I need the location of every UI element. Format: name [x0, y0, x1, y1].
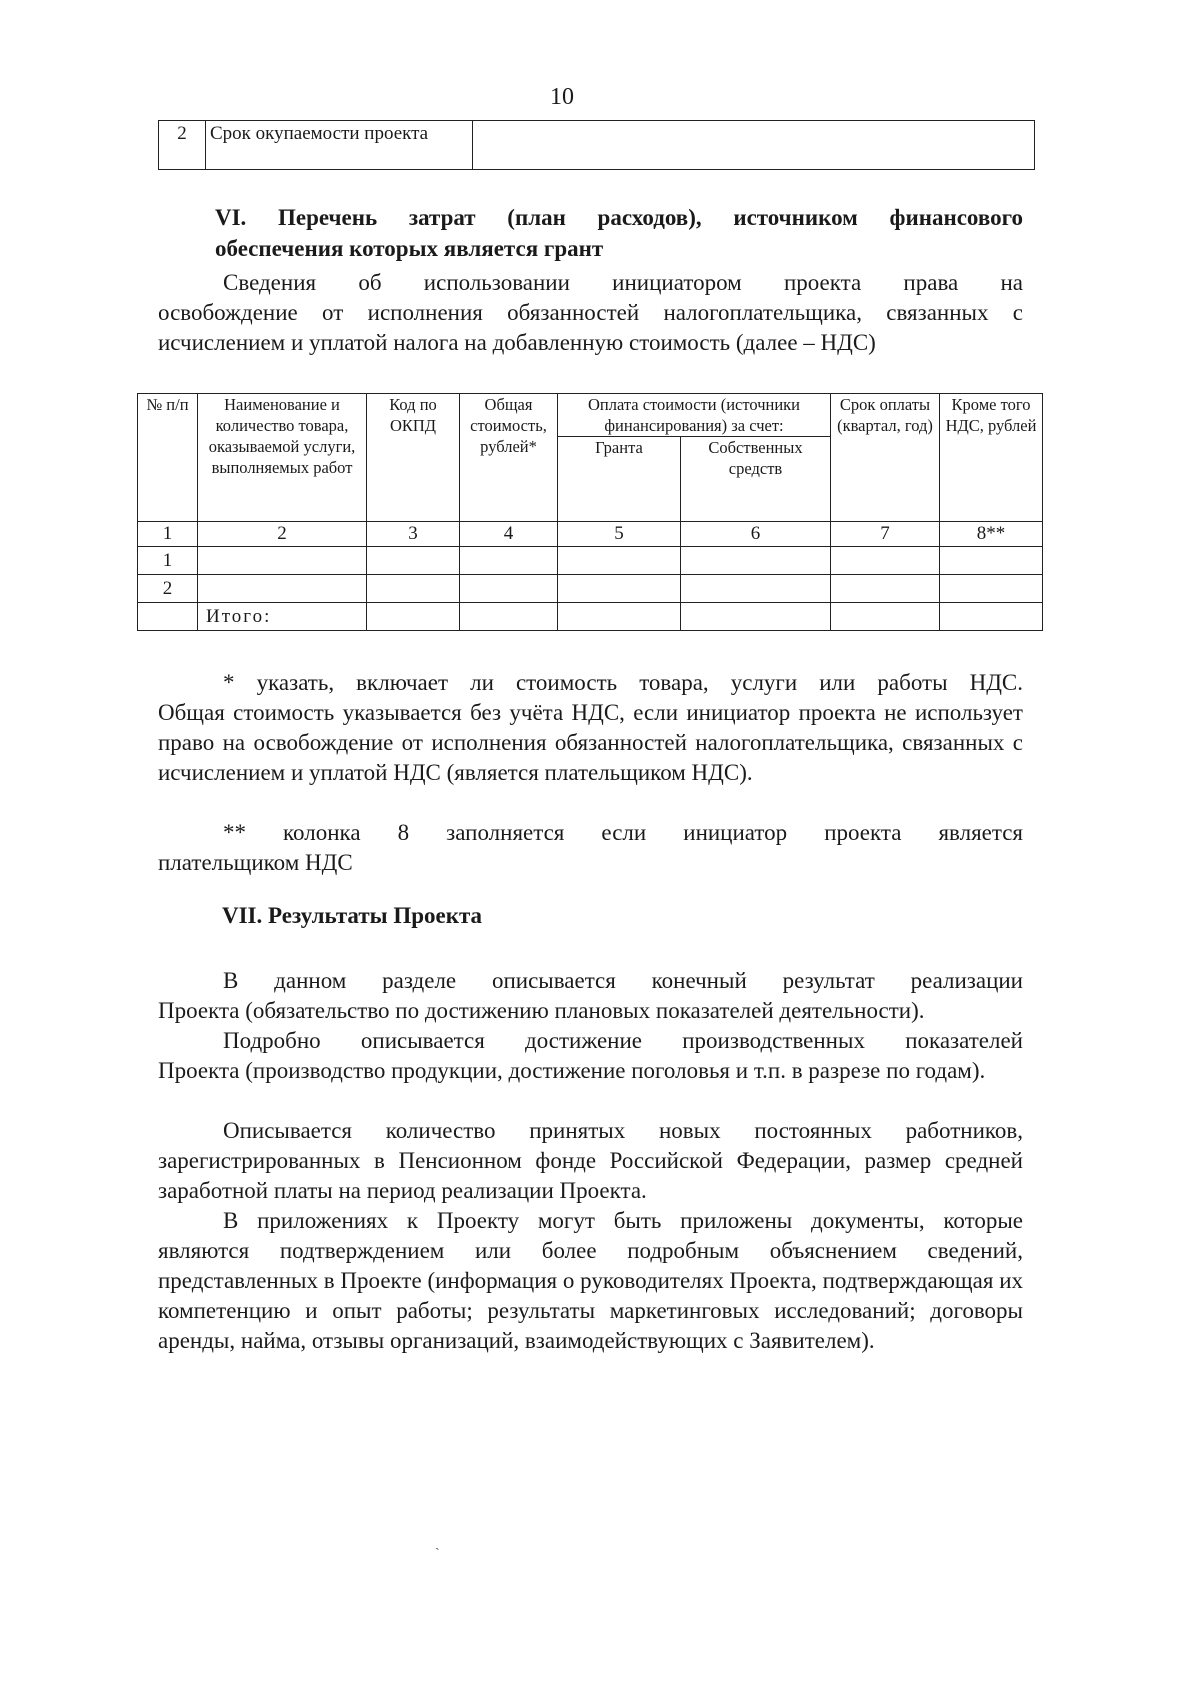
section6-intro-first-line: Сведения об использовании инициатором проекта права на	[223, 270, 1023, 295]
table-cell	[831, 603, 940, 631]
section7-p2-text: Проекта (производство продукции, достижение поголовья и т.п. в разрезе по годам).	[158, 1058, 986, 1083]
payback-table	[158, 120, 1035, 170]
table-row	[138, 575, 1043, 603]
column-number: 2	[198, 522, 367, 547]
section7-p3-text: зарегистрированных в Пенсионном фонде Российской Федерации, размер средней заработной платы на период реализации Проекта.	[158, 1148, 1023, 1203]
table-cell	[367, 575, 460, 603]
footnote-2-first-line: ** колонка 8 заполняется если инициатор проекта является	[223, 820, 1023, 845]
column-number: 8**	[940, 522, 1043, 547]
row-label: Срок окупаемости проекта	[206, 121, 473, 170]
table-cell	[681, 547, 831, 575]
table-row	[159, 121, 1035, 170]
table-cell	[460, 547, 558, 575]
section7-p2-first-line: Подробно описывается достижение производственных показателей	[223, 1028, 1023, 1053]
row-number: 2	[138, 575, 198, 603]
col-grant-header: Гранта	[558, 437, 681, 522]
footnote-1-first-line: * указать, включает ли стоимость товара, услуги или работы НДС.	[223, 670, 1023, 695]
column-number: 3	[367, 522, 460, 547]
section6-heading	[215, 202, 1023, 264]
table-cell	[558, 603, 681, 631]
table-cell	[681, 603, 831, 631]
header-row	[138, 394, 1043, 437]
cost-table	[137, 393, 1043, 631]
table-cell	[681, 575, 831, 603]
footnote-1-text: Общая стоимость указывается без учёта НДС, если инициатор проекта не использует право на освобождение от исполнения обязанностей налогоплательщика, связанных с исчислением и уплатой НДС (является плательщиком НДС).	[158, 700, 1023, 785]
table-cell	[138, 603, 198, 631]
section7-p4-text: являются подтверждением или более подробным объяснением сведений, представленных в Проекте (информация о руководителях Проекта, подтверждающая их компетенцию и опыт работы; результаты маркетинговых исследований; договоры аренды, найма, отзывы организаций, взаимодействующих с Заявителем).	[158, 1238, 1023, 1353]
table-cell	[940, 547, 1043, 575]
section6-heading-line2: обеспечения которых является грант	[215, 236, 604, 261]
footnote-2-second-line: плательщиком НДС	[158, 850, 353, 875]
column-number: 4	[460, 522, 558, 547]
table-row	[138, 547, 1043, 575]
table-cell	[367, 603, 460, 631]
section7-p1-text: Проекта (обязательство по достижению плановых показателей деятельности).	[158, 998, 925, 1023]
table-cell	[940, 575, 1043, 603]
table-cell	[198, 575, 367, 603]
col-code-header: Код по ОКПД	[367, 394, 460, 522]
table-cell	[460, 575, 558, 603]
table-cell	[198, 547, 367, 575]
table-cell	[831, 575, 940, 603]
section6-intro-text: освобождение от исполнения обязанностей налогоплательщика, связанных с исчислением и уплатой налога на добавленную стоимость (далее – НДС)	[158, 300, 1023, 355]
section7-heading: VII. Результаты Проекта	[222, 903, 483, 928]
col-payment-header: Оплата стоимости (источники финансирования) за счет:	[558, 394, 831, 437]
col-num-header: № п/п	[138, 394, 198, 522]
section7-p3-first-line: Описывается количество принятых новых постоянных работников,	[223, 1118, 1023, 1143]
table-cell	[460, 603, 558, 631]
scan-mark: ˎ	[435, 1536, 440, 1551]
column-numbers-row	[138, 522, 1043, 547]
row-number: 2	[159, 121, 206, 170]
total-row	[138, 603, 1043, 631]
column-number: 5	[558, 522, 681, 547]
col-total-header: Общая стоимость, рублей*	[460, 394, 558, 522]
table-cell	[831, 547, 940, 575]
col-name-header: Наименование и количество товара, оказываемой услуги, выполняемых работ	[198, 394, 367, 522]
total-label: Итого:	[198, 603, 367, 631]
table-cell	[558, 547, 681, 575]
column-number: 6	[681, 522, 831, 547]
row-number: 1	[138, 547, 198, 575]
table-cell	[367, 547, 460, 575]
column-number: 7	[831, 522, 940, 547]
row-value	[473, 121, 1035, 170]
column-number: 1	[138, 522, 198, 547]
col-own-header: Собственных средств	[681, 437, 831, 522]
table-cell	[558, 575, 681, 603]
section7-p4-first-line: В приложениях к Проекту могут быть приложены документы, которые	[223, 1208, 1023, 1233]
section7-p1-first-line: В данном разделе описывается конечный результат реализации	[223, 968, 1023, 993]
table-cell	[940, 603, 1043, 631]
page-number: 10	[550, 84, 574, 110]
col-term-header: Срок оплаты (квартал, год)	[831, 394, 940, 522]
section6-heading-line1: VI. Перечень затрат (план расходов), источником финансового	[215, 205, 1023, 230]
col-vat-header: Кроме того НДС, рублей	[940, 394, 1043, 522]
